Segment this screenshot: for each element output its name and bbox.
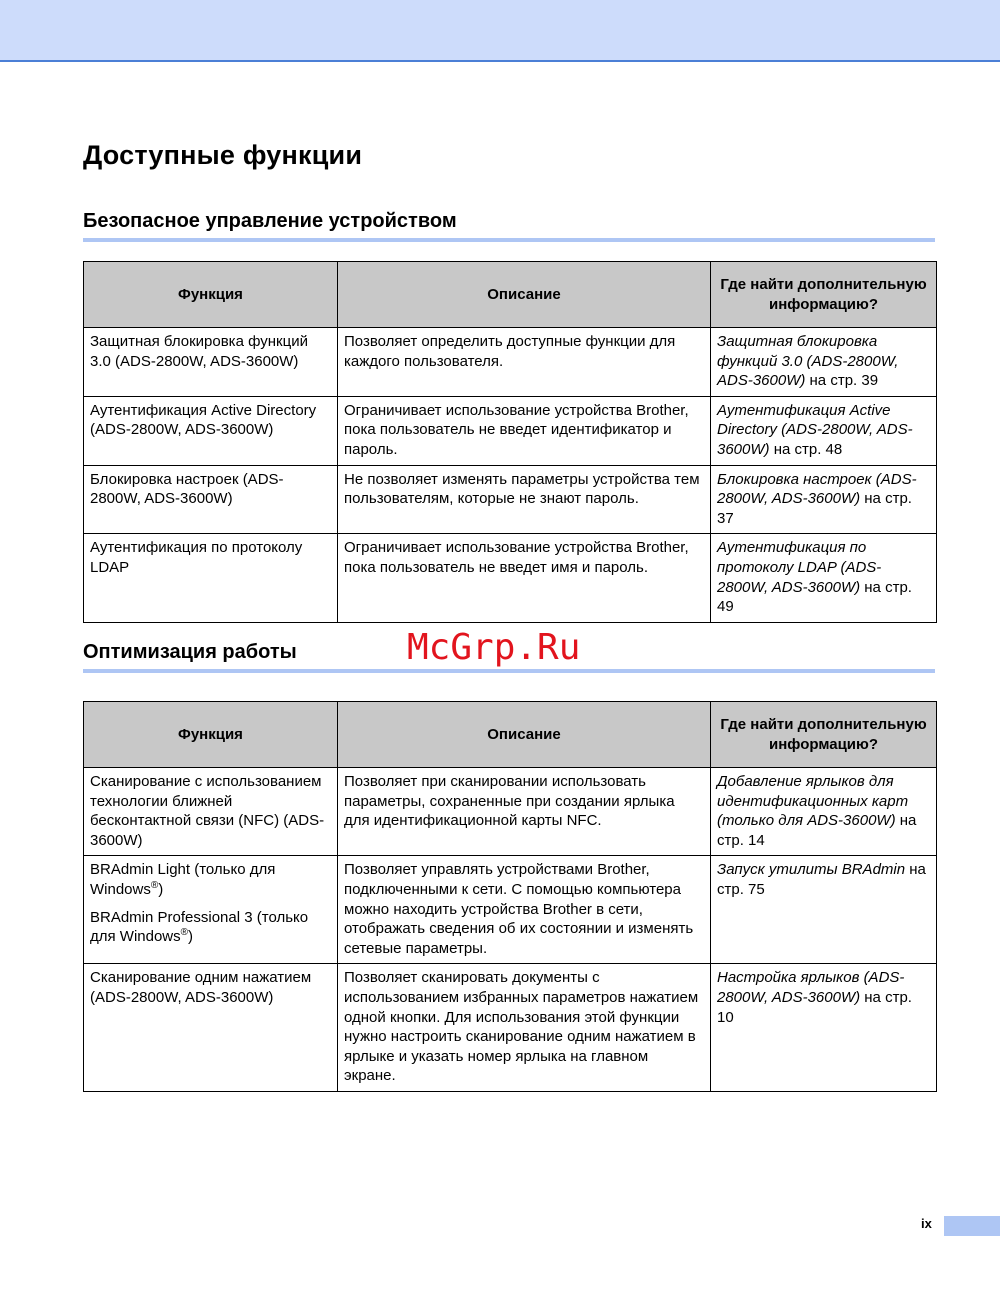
cell-reference	[711, 856, 937, 964]
table-row	[84, 964, 937, 1092]
header-description: Описание	[338, 262, 711, 328]
cell-reference	[711, 465, 937, 534]
cell-reference	[711, 328, 937, 397]
section-heading-optimization: Оптимизация работы	[83, 641, 935, 673]
table-row	[84, 328, 937, 397]
page-title: Доступные функции	[83, 140, 363, 170]
header-band	[0, 0, 1000, 62]
cell-description: Позволяет при сканировании использовать параметры, сохраненные при создании ярлыка для идентификационной карты NFC.	[338, 768, 711, 856]
cell-description: Ограничивает использование устройства Brother, пока пользователь не введет идентификатор и пароль.	[338, 396, 711, 465]
reference-page: на стр. 48	[769, 440, 843, 458]
reference-page: на стр. 37	[717, 490, 912, 527]
reference-link[interactable]: Запуск утилиты BRAdmin	[717, 861, 906, 879]
optimization-features-table	[83, 701, 937, 1092]
page-tab-marker	[944, 1216, 1000, 1236]
reference-page: на стр. 39	[805, 372, 879, 390]
cell-function	[84, 856, 338, 964]
cell-function: Блокировка настроек (ADS-2800W, ADS-3600W)	[84, 465, 338, 534]
reference-page: на стр. 49	[717, 578, 912, 616]
cell-description: Ограничивает использование устройства Brother, пока пользователь не введет имя и пароль.	[338, 534, 711, 622]
reference-link[interactable]: Добавление ярлыков для идентификационных карт (только для ADS-3600W)	[717, 773, 909, 830]
bradmin-light-label: BRAdmin Light (только для Windows®)	[90, 861, 276, 898]
table-header-row	[84, 262, 937, 328]
registered-mark: ®	[150, 879, 159, 891]
header-function: Функция	[84, 702, 338, 768]
cell-reference	[711, 396, 937, 465]
reference-page: на стр. 14	[717, 812, 917, 849]
reference-link[interactable]: Настройка ярлыков (ADS-2800W, ADS-3600W)	[717, 969, 905, 1006]
cell-description: Позволяет управлять устройствами Brother, подключенными к сети. С помощью компьютера можно находить устройства Brother в сети, отображать сведения об их состоянии и изменять сетевые параметры.	[338, 856, 711, 964]
cell-function: Сканирование с использованием технологии ближней бесконтактной связи (NFC) (ADS-3600W)	[84, 768, 338, 856]
reference-link[interactable]: Защитная блокировка функций 3.0 (ADS-2800W, ADS-3600W)	[717, 333, 899, 390]
cell-reference	[711, 534, 937, 622]
bradmin-professional-label: BRAdmin Professional 3 (только для Windows®)	[90, 908, 309, 946]
header-more-info: Где найти дополнительную информацию?	[711, 262, 937, 328]
table-header-row	[84, 702, 937, 768]
registered-mark: ®	[180, 927, 189, 939]
cell-reference	[711, 964, 937, 1092]
table-row	[84, 534, 937, 622]
cell-reference	[711, 768, 937, 856]
cell-description: Позволяет сканировать документы с использованием избранных параметров нажатием одной кнопки. Для использования этой функции нужно настроить сканирование одним нажатием в ярлыке и указать номер ярлыка на главном экране.	[338, 964, 711, 1092]
reference-link[interactable]: Аутентификация по протоколу LDAP (ADS-2800W, ADS-3600W)	[717, 539, 882, 596]
table-row	[84, 465, 937, 534]
reference-page: на стр. 10	[717, 988, 912, 1026]
security-features-table	[83, 261, 937, 623]
cell-function: Аутентификация Active Directory (ADS-2800W, ADS-3600W)	[84, 396, 338, 465]
table-row	[84, 856, 937, 964]
header-description: Описание	[338, 702, 711, 768]
header-more-info: Где найти дополнительную информацию?	[711, 702, 937, 768]
cell-function: Аутентификация по протоколу LDAP	[84, 534, 338, 622]
cell-description: Позволяет определить доступные функции для каждого пользователя.	[338, 328, 711, 397]
reference-link[interactable]: Аутентификация Active Directory (ADS-2800W, ADS-3600W)	[717, 401, 913, 458]
section-heading-security: Безопасное управление устройством	[83, 210, 935, 242]
cell-function: Сканирование одним нажатием (ADS-2800W, ADS-3600W)	[84, 964, 338, 1092]
watermark-logo: McGrp.Ru	[407, 627, 581, 668]
cell-description: Не позволяет изменять параметры устройства тем пользователям, которые не знают пароль.	[338, 465, 711, 534]
reference-page: на стр. 75	[717, 861, 926, 898]
cell-function: Защитная блокировка функций 3.0 (ADS-2800W, ADS-3600W)	[84, 328, 338, 397]
table-row	[84, 396, 937, 465]
table-row	[84, 768, 937, 856]
page-number: ix	[921, 1216, 932, 1231]
header-function: Функция	[84, 262, 338, 328]
reference-link[interactable]: Блокировка настроек (ADS-2800W, ADS-3600W)	[717, 470, 917, 508]
